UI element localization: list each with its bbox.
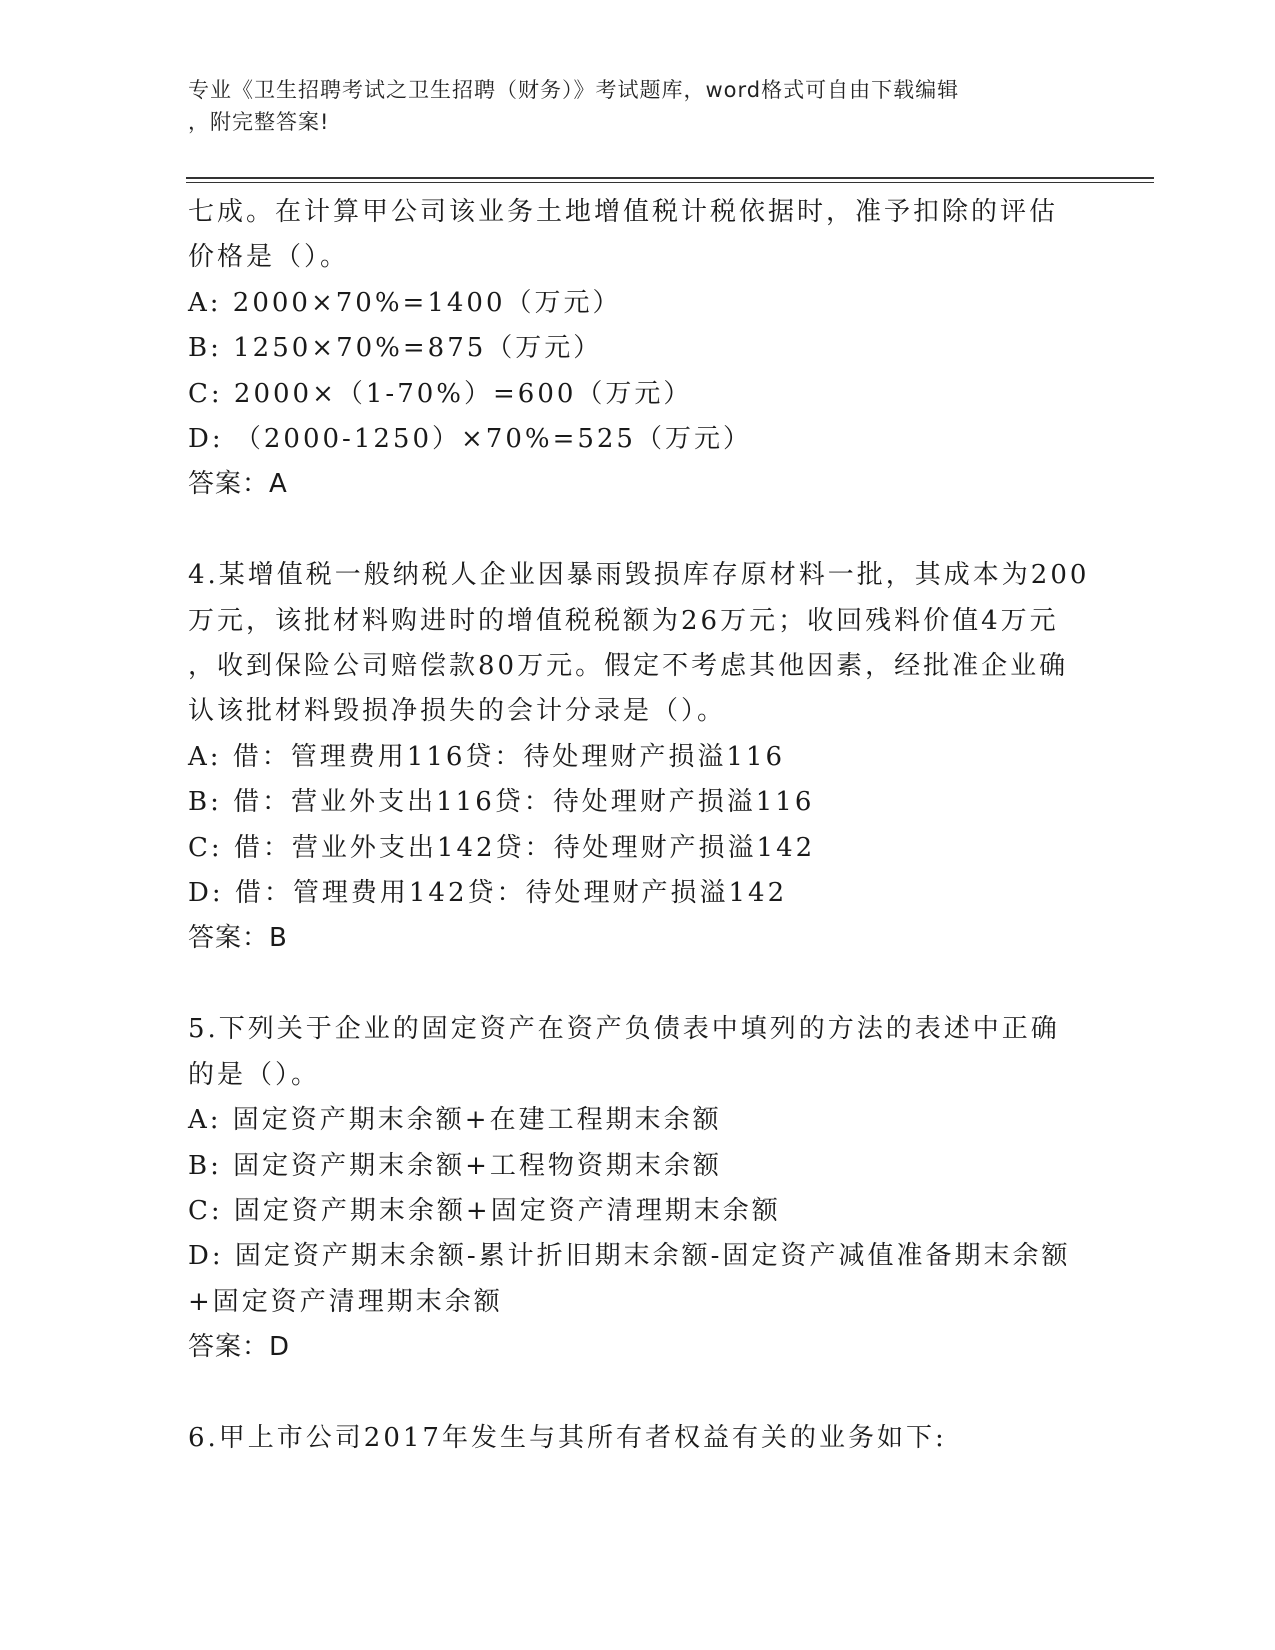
option-d: D: （2000-1250）×70%=525（万元） [188, 424, 752, 455]
option-a: A: 借：管理费用116贷：待处理财产损溢116 [188, 741, 786, 772]
question-5 [188, 1007, 1088, 1370]
option-c: C: 借：营业外支出142贷：待处理财产损溢142 [188, 832, 816, 863]
option-b: B: 1250×70%=875（万元） [188, 333, 603, 364]
option-a: A: 固定资产期末余额+在建工程期末余额 [188, 1105, 722, 1136]
question-3 [188, 190, 1088, 508]
question-text-line: 的是（）。 [188, 1059, 321, 1090]
option-d-continued: +固定资产清理期末余额 [188, 1286, 503, 1317]
question-text-line: 6.甲上市公司2017年发生与其所有者权益有关的业务如下: [188, 1422, 947, 1453]
page-header [188, 74, 1068, 138]
option-d: D: 固定资产期末余额-累计折旧期末余额-固定资产减值准备期末余额 [188, 1241, 1071, 1272]
question-text-line: 5.下列关于企业的固定资产在资产负债表中填列的方法的表述中正确 [188, 1014, 1060, 1045]
question-6 [188, 1416, 1088, 1461]
option-b: B: 固定资产期末余额+工程物资期末余额 [188, 1150, 722, 1181]
spacer [188, 962, 1088, 1007]
question-text-line: 七成。在计算甲公司该业务土地增值税计税依据时，准予扣除的评估 [188, 197, 1059, 227]
option-b: B: 借：营业外支出116贷：待处理财产损溢116 [188, 787, 815, 818]
question-text-line: ，收到保险公司赔偿款80万元。假定不考虑其他因素，经批准企业确 [188, 651, 1069, 682]
answer-label: 答案：B [188, 923, 288, 954]
question-text-line: 认该批材料毁损净损失的会计分录是（）。 [188, 696, 727, 727]
header-divider [186, 177, 1154, 179]
header-divider-thin [186, 182, 1154, 183]
option-c: C: 固定资产期末余额+固定资产清理期末余额 [188, 1195, 781, 1226]
option-d: D: 借：管理费用142贷：待处理财产损溢142 [188, 878, 788, 909]
answer-label: 答案：D [188, 1332, 291, 1363]
spacer [188, 508, 1088, 553]
question-content [188, 190, 1088, 1461]
header-line-2: ，附完整答案! [188, 110, 330, 134]
answer-label: 答案：A [188, 469, 288, 500]
question-text-line: 4.某增值税一般纳税人企业因暴雨毁损库存原材料一批，其成本为200 [188, 560, 1090, 591]
spacer [188, 1371, 1088, 1416]
header-line-1: 专业《卫生招聘考试之卫生招聘（财务）》考试题库，word格式可自由下载编辑 [188, 78, 960, 102]
question-text-line: 价格是（）。 [188, 242, 350, 273]
question-text-line: 万元，该批材料购进时的增值税税额为26万元；收回残料价值4万元 [188, 605, 1059, 636]
option-c: C: 2000×（1-70%）=600（万元） [188, 378, 693, 409]
option-a: A: 2000×70%=1400（万元） [188, 287, 622, 318]
question-4 [188, 553, 1088, 962]
